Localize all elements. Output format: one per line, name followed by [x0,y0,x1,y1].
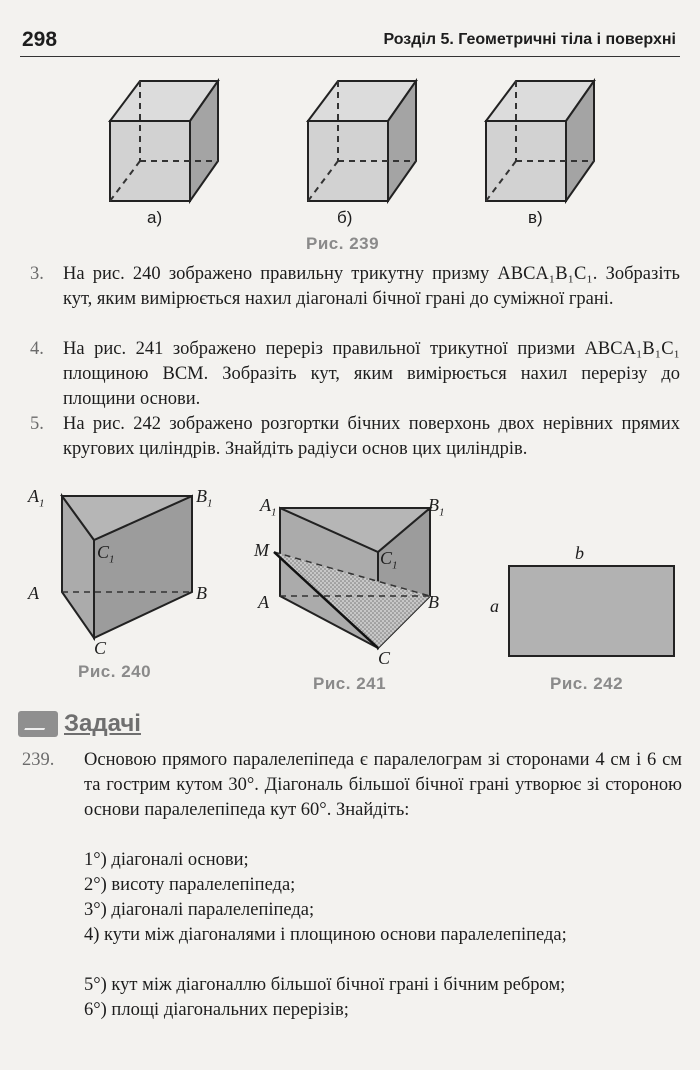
header-rule [20,56,680,57]
vertex-letter: A [28,486,39,506]
rectangle-ab [509,566,674,656]
vertex-subscript: 1 [392,559,398,572]
fig240-vertex-a1 [28,486,45,510]
fig241-vertex-a1 [260,495,277,519]
fig242-caption: Рис. 242 [550,674,624,693]
exercise-text: На рис. 242 зображено розгортки бічних поверхонь двох нерівних прямих кругових циліндрів. Знайдіть радіуси основ цих циліндрів. [63,414,680,459]
prism-240 [30,488,210,648]
vertex-letter: C [380,548,393,568]
vertex-letter: B [196,486,207,506]
fig239-caption: Рис. 239 [306,234,380,253]
cube-c [476,76,601,206]
problem-part-5: 5°) кут між діагоналлю більшої бічної грані і бічним ребром; [84,975,566,995]
vertex-letter: B [428,495,439,515]
fig239-label-a: а) [147,208,163,227]
exercise-number: 4. [30,339,44,359]
exercise-text: На рис. 240 зображено правильну трикутну призму ABCA₁B₁C₁. Зобразіть кут, яким вимірюється нахил діагоналі бічної грані до суміжної грані. [63,264,680,309]
section-heading [18,710,141,738]
problem-239 [22,748,682,823]
fig240-caption: Рис. 240 [78,662,152,681]
problem-text: Основою прямого паралелепіпеда є паралелограм зі сторонами 4 см і 6 см та гострим кутом 30°. Діагональ більшої бічної грані утворює зі стороною основи паралелепіпеда кут 60°. Знайдіть: [84,750,682,820]
vertex-letter: C [97,542,110,562]
vertex-subscript: 1 [207,497,213,510]
fig242-side-b: b [575,543,584,563]
problem-part-2: 2°) висоту паралелепіпеда; [84,875,296,895]
prism-241 [268,500,438,660]
page-number: 298 [22,28,58,51]
fig239-label-b: б) [337,208,353,227]
fig241-vertex-c1 [380,548,398,572]
fig241-caption: Рис. 241 [313,674,387,693]
vertex-subscript: 1 [439,506,445,519]
exercise-5 [30,412,680,462]
problem-number: 239. [22,750,55,770]
fig240-vertex-c1 [97,542,115,566]
fig241-vertex-a: A [258,592,269,612]
section-title-text: Задачі [64,710,141,737]
exercise-3 [30,262,680,312]
exercise-number: 3. [30,264,44,284]
problem-part-1: 1°) діагоналі основи; [84,850,249,870]
exercise-number: 5. [30,414,44,434]
vertex-subscript: 1 [109,553,115,566]
cube-a [100,76,225,206]
vertex-letter: A [260,495,271,515]
fig240-vertex-a: A [28,583,39,603]
fig241-vertex-b1 [428,495,445,519]
fig239-label-c: в) [528,208,543,227]
vertex-subscript: 1 [271,506,277,519]
fig241-vertex-c: C [378,648,391,668]
problem-part-3: 3°) діагоналі паралелепіпеда; [84,900,315,920]
fig241-vertex-m: M [254,540,269,560]
fig240-vertex-b: B [196,583,207,603]
exercise-4 [30,337,680,412]
problem-part-4: 4) кути між діагоналями і площиною основи паралелепіпеда; [84,925,567,945]
cube-b [298,76,423,206]
vertex-subscript: 1 [39,497,45,510]
exercise-text: На рис. 241 зображено переріз правильної трикутної призми ABCA₁B₁C₁ площиною BCM. Зобразіть кут, яким вимірюється нахил перерізу до площини основи. [63,339,680,409]
fig240-vertex-b1 [196,486,213,510]
fig242-side-a: a [490,596,499,616]
problem-part-6: 6°) площі діагональних перерізів; [84,1000,349,1020]
fig241-vertex-b: B [428,592,439,612]
pencil-icon [18,711,58,737]
running-head: Розділ 5. Геометричні тіла і поверхні [383,31,676,48]
development-242 [508,565,678,660]
fig240-vertex-c: C [94,638,107,658]
